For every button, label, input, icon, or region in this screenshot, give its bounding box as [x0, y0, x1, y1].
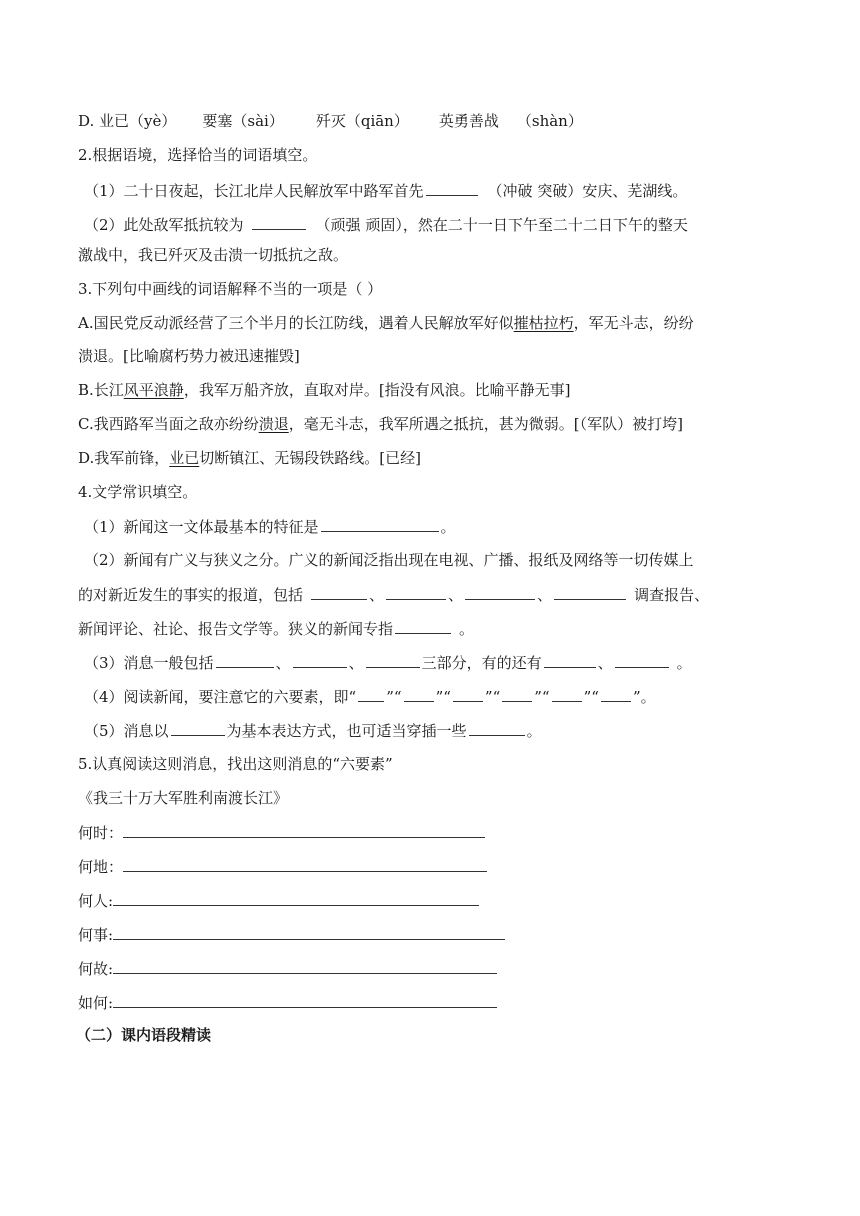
- q5-title-text: 5.认真阅读这则消息，找出这则消息的“六要素”: [78, 755, 393, 773]
- q4-5-blank-2[interactable]: [469, 720, 525, 736]
- q3-title-text: 3.下列句中画线的词语解释不当的一项是（ ）: [78, 280, 383, 298]
- q4-4-blank-3[interactable]: [453, 686, 483, 702]
- q1-option-d: [78, 111, 783, 131]
- q4-2-text-e: 。: [459, 620, 475, 638]
- q3-d-text-2: 切断镇江、无锡段铁路线。[已经]: [199, 449, 421, 467]
- q2-1-text-a: （1）二十日夜起，长江北岸人民解放军中路军首先: [84, 182, 424, 200]
- q2-item-2: [84, 214, 789, 235]
- q5-who-label: 何人:: [78, 892, 114, 910]
- q4-2-text-a: （2）新闻有广义与狭义之分。广义的新闻泛指出现在电视、广播、报纸及网络等一切传媒上: [84, 551, 694, 569]
- q5-where-row: [78, 856, 783, 877]
- q4-2-sep-3: 、: [537, 586, 553, 604]
- q5-how-input[interactable]: [113, 992, 497, 1008]
- q5-how-label: 如何:: [78, 994, 114, 1012]
- option-d-word4: 英勇善战: [438, 112, 499, 130]
- q4-1-text-a: （1）新闻这一文体最基本的特征是: [84, 518, 319, 536]
- q4-4-quote-close-1: ”: [386, 688, 394, 706]
- section-2-heading: [76, 1025, 781, 1045]
- q3-c-text-1: C.我西路军当面之敌亦纷纷: [78, 415, 259, 433]
- q4-4-quote-open-6: “: [591, 688, 599, 706]
- q4-4-blank-4[interactable]: [502, 686, 532, 702]
- q4-3-blank-2[interactable]: [293, 652, 347, 668]
- q4-5-text-a: （5）消息以: [84, 722, 169, 740]
- q4-item-2-cont: [78, 584, 783, 605]
- q5-headline: [78, 788, 783, 808]
- q5-what-row: [78, 924, 783, 945]
- q4-4-quote-close-2: ”: [435, 688, 444, 706]
- q3-a-text-2: ，军无斗志，纷纷: [573, 314, 694, 332]
- q4-2-blank-3[interactable]: [465, 584, 535, 600]
- q3-d-underlined-term: 业已: [169, 449, 200, 467]
- q5-when-input[interactable]: [123, 822, 485, 838]
- option-d-word2: 要塞（sài）: [202, 112, 284, 130]
- q4-4-blank-6[interactable]: [601, 686, 631, 702]
- q3-c-text-2: ，毫无斗志，我军所遇之抵抗，甚为微弱。[（军队）被打垮]: [288, 415, 683, 433]
- q3-b-text-2: ，我军万船齐放，直取对岸。[指没有风浪。比喻平静无事]: [183, 381, 571, 399]
- q4-4-quote-close-4: ”: [534, 688, 542, 706]
- q3-title: [78, 279, 783, 299]
- q5-what-label: 何事:: [78, 926, 114, 944]
- q4-4-quote-open-5: “: [541, 688, 550, 706]
- q4-item-4: [84, 686, 789, 707]
- q5-how-row: [78, 992, 783, 1013]
- q2-item-2-cont: [78, 245, 783, 265]
- q4-4-blank-1[interactable]: [358, 686, 384, 702]
- q4-item-2-cont2: [78, 618, 783, 639]
- q2-2-blank[interactable]: [252, 214, 306, 230]
- q3-option-a: [78, 313, 783, 333]
- q5-why-input[interactable]: [113, 958, 497, 974]
- q4-3-text-b: 三部分，有的还有: [421, 654, 542, 672]
- q4-3-sep-2: 、: [348, 654, 364, 672]
- q5-where-input[interactable]: [123, 856, 487, 872]
- q3-d-text-1: D.我军前锋，: [78, 449, 170, 467]
- q2-1-blank[interactable]: [426, 180, 478, 196]
- q4-4-blank-2[interactable]: [404, 686, 434, 702]
- q4-3-text-a: （3）消息一般包括: [84, 654, 214, 672]
- q2-2-text-b: （顽强 顽固），然在二十一日下午至二十二日下午的整天: [315, 216, 688, 234]
- q2-title-text: 2.根据语境，选择恰当的词语填空。: [78, 146, 318, 164]
- q4-4-blank-5[interactable]: [552, 686, 582, 702]
- q3-option-b: [78, 380, 783, 400]
- q4-4-quote-open-2: “: [393, 688, 402, 706]
- q3-option-d: [78, 448, 783, 468]
- q4-title-text: 4.文学常识填空。: [78, 483, 198, 501]
- q4-2-text-b: 的对新近发生的事实的报道，包括: [78, 586, 304, 604]
- q4-2-text-c: 调查报告、: [634, 586, 710, 604]
- q4-4-text-a: （4）阅读新闻，要注意它的六要素，即: [84, 688, 349, 706]
- q5-when-label: 何时：: [78, 824, 124, 842]
- option-d-word4-pinyin: （shàn）: [516, 112, 583, 130]
- q4-4-quote-close-5: ”: [583, 688, 592, 706]
- q4-2-sep-2: 、: [448, 586, 464, 604]
- q3-option-c: [78, 414, 783, 434]
- q4-item-5: [84, 720, 789, 741]
- q2-2-text-c: 激战中，我已歼灭及击溃一切抵抗之敌。: [78, 246, 349, 264]
- q5-when-row: [78, 822, 783, 843]
- q5-why-label: 何故:: [78, 960, 114, 978]
- q2-title: [78, 145, 783, 165]
- q4-5-text-b: 为基本表达方式，也可适当穿插一些: [226, 722, 467, 740]
- option-d-word1: D. 业已（yè）: [78, 112, 177, 130]
- q3-a-text-1: A.国民党反动派经营了三个半月的长江防线，遇着人民解放军好似: [78, 314, 514, 332]
- q4-5-text-c: 。: [526, 722, 542, 740]
- q4-3-sep-3: 、: [597, 654, 613, 672]
- q5-where-label: 何地：: [78, 858, 124, 876]
- q4-4-quote-close-6: ”: [632, 688, 641, 706]
- q4-2-text-d: 新闻评论、社论、报告文学等。狭义的新闻专指: [78, 620, 394, 638]
- q4-5-blank-1[interactable]: [171, 720, 225, 736]
- q4-3-blank-5[interactable]: [615, 652, 669, 668]
- q5-who-input[interactable]: [113, 890, 479, 906]
- q4-1-blank[interactable]: [321, 516, 439, 532]
- q4-4-quote-close-3: ”: [484, 688, 493, 706]
- q5-what-input[interactable]: [113, 924, 505, 940]
- q4-4-quote-open-3: “: [443, 688, 451, 706]
- q5-why-row: [78, 958, 783, 979]
- q3-c-underlined-term: 溃退: [258, 415, 289, 433]
- q4-2-blank-2[interactable]: [386, 584, 446, 600]
- q4-2-sep-1: 、: [369, 586, 385, 604]
- q4-4-period: 。: [640, 688, 656, 706]
- q4-title: [78, 482, 783, 502]
- q3-b-text-1: B.长江: [78, 381, 124, 399]
- q2-item-1: [84, 180, 789, 201]
- q2-1-text-b: （冲破 突破）安庆、芜湖线。: [487, 182, 688, 200]
- q4-3-sep-1: 、: [275, 654, 291, 672]
- q4-2-blank-4[interactable]: [554, 584, 626, 600]
- q4-2-blank-5[interactable]: [395, 618, 451, 634]
- q4-3-text-c: 。: [676, 654, 692, 672]
- q4-item-1: [84, 516, 789, 537]
- q2-2-text-a: （2）此处敌军抵抗较为: [84, 216, 244, 234]
- q5-title: [78, 754, 783, 774]
- q4-item-2: [84, 550, 789, 570]
- q4-2-blank-1[interactable]: [311, 584, 367, 600]
- q4-1-text-b: 。: [440, 518, 456, 536]
- section-2-heading-text: （二）课内语段精读: [76, 1026, 212, 1044]
- q4-3-blank-3[interactable]: [366, 652, 420, 668]
- q4-4-quote-open-4: “: [492, 688, 501, 706]
- q4-4-quote-open-1: “: [348, 688, 357, 706]
- q3-a-underlined-term: 摧枯拉朽: [513, 314, 574, 332]
- q3-a-text-3: 溃退。[比喻腐朽势力被迅速摧毁]: [78, 347, 300, 365]
- q4-3-blank-4[interactable]: [544, 652, 596, 668]
- q5-who-row: [78, 890, 783, 911]
- q5-headline-text: 《我三十万大军胜利南渡长江》: [78, 789, 289, 807]
- q4-3-blank-1[interactable]: [216, 652, 274, 668]
- q4-item-3: [84, 652, 789, 673]
- q3-option-a-cont: [78, 346, 783, 366]
- option-d-word3: 歼灭（qiān）: [315, 112, 409, 130]
- q3-b-underlined-term: 风平浪静: [123, 381, 184, 399]
